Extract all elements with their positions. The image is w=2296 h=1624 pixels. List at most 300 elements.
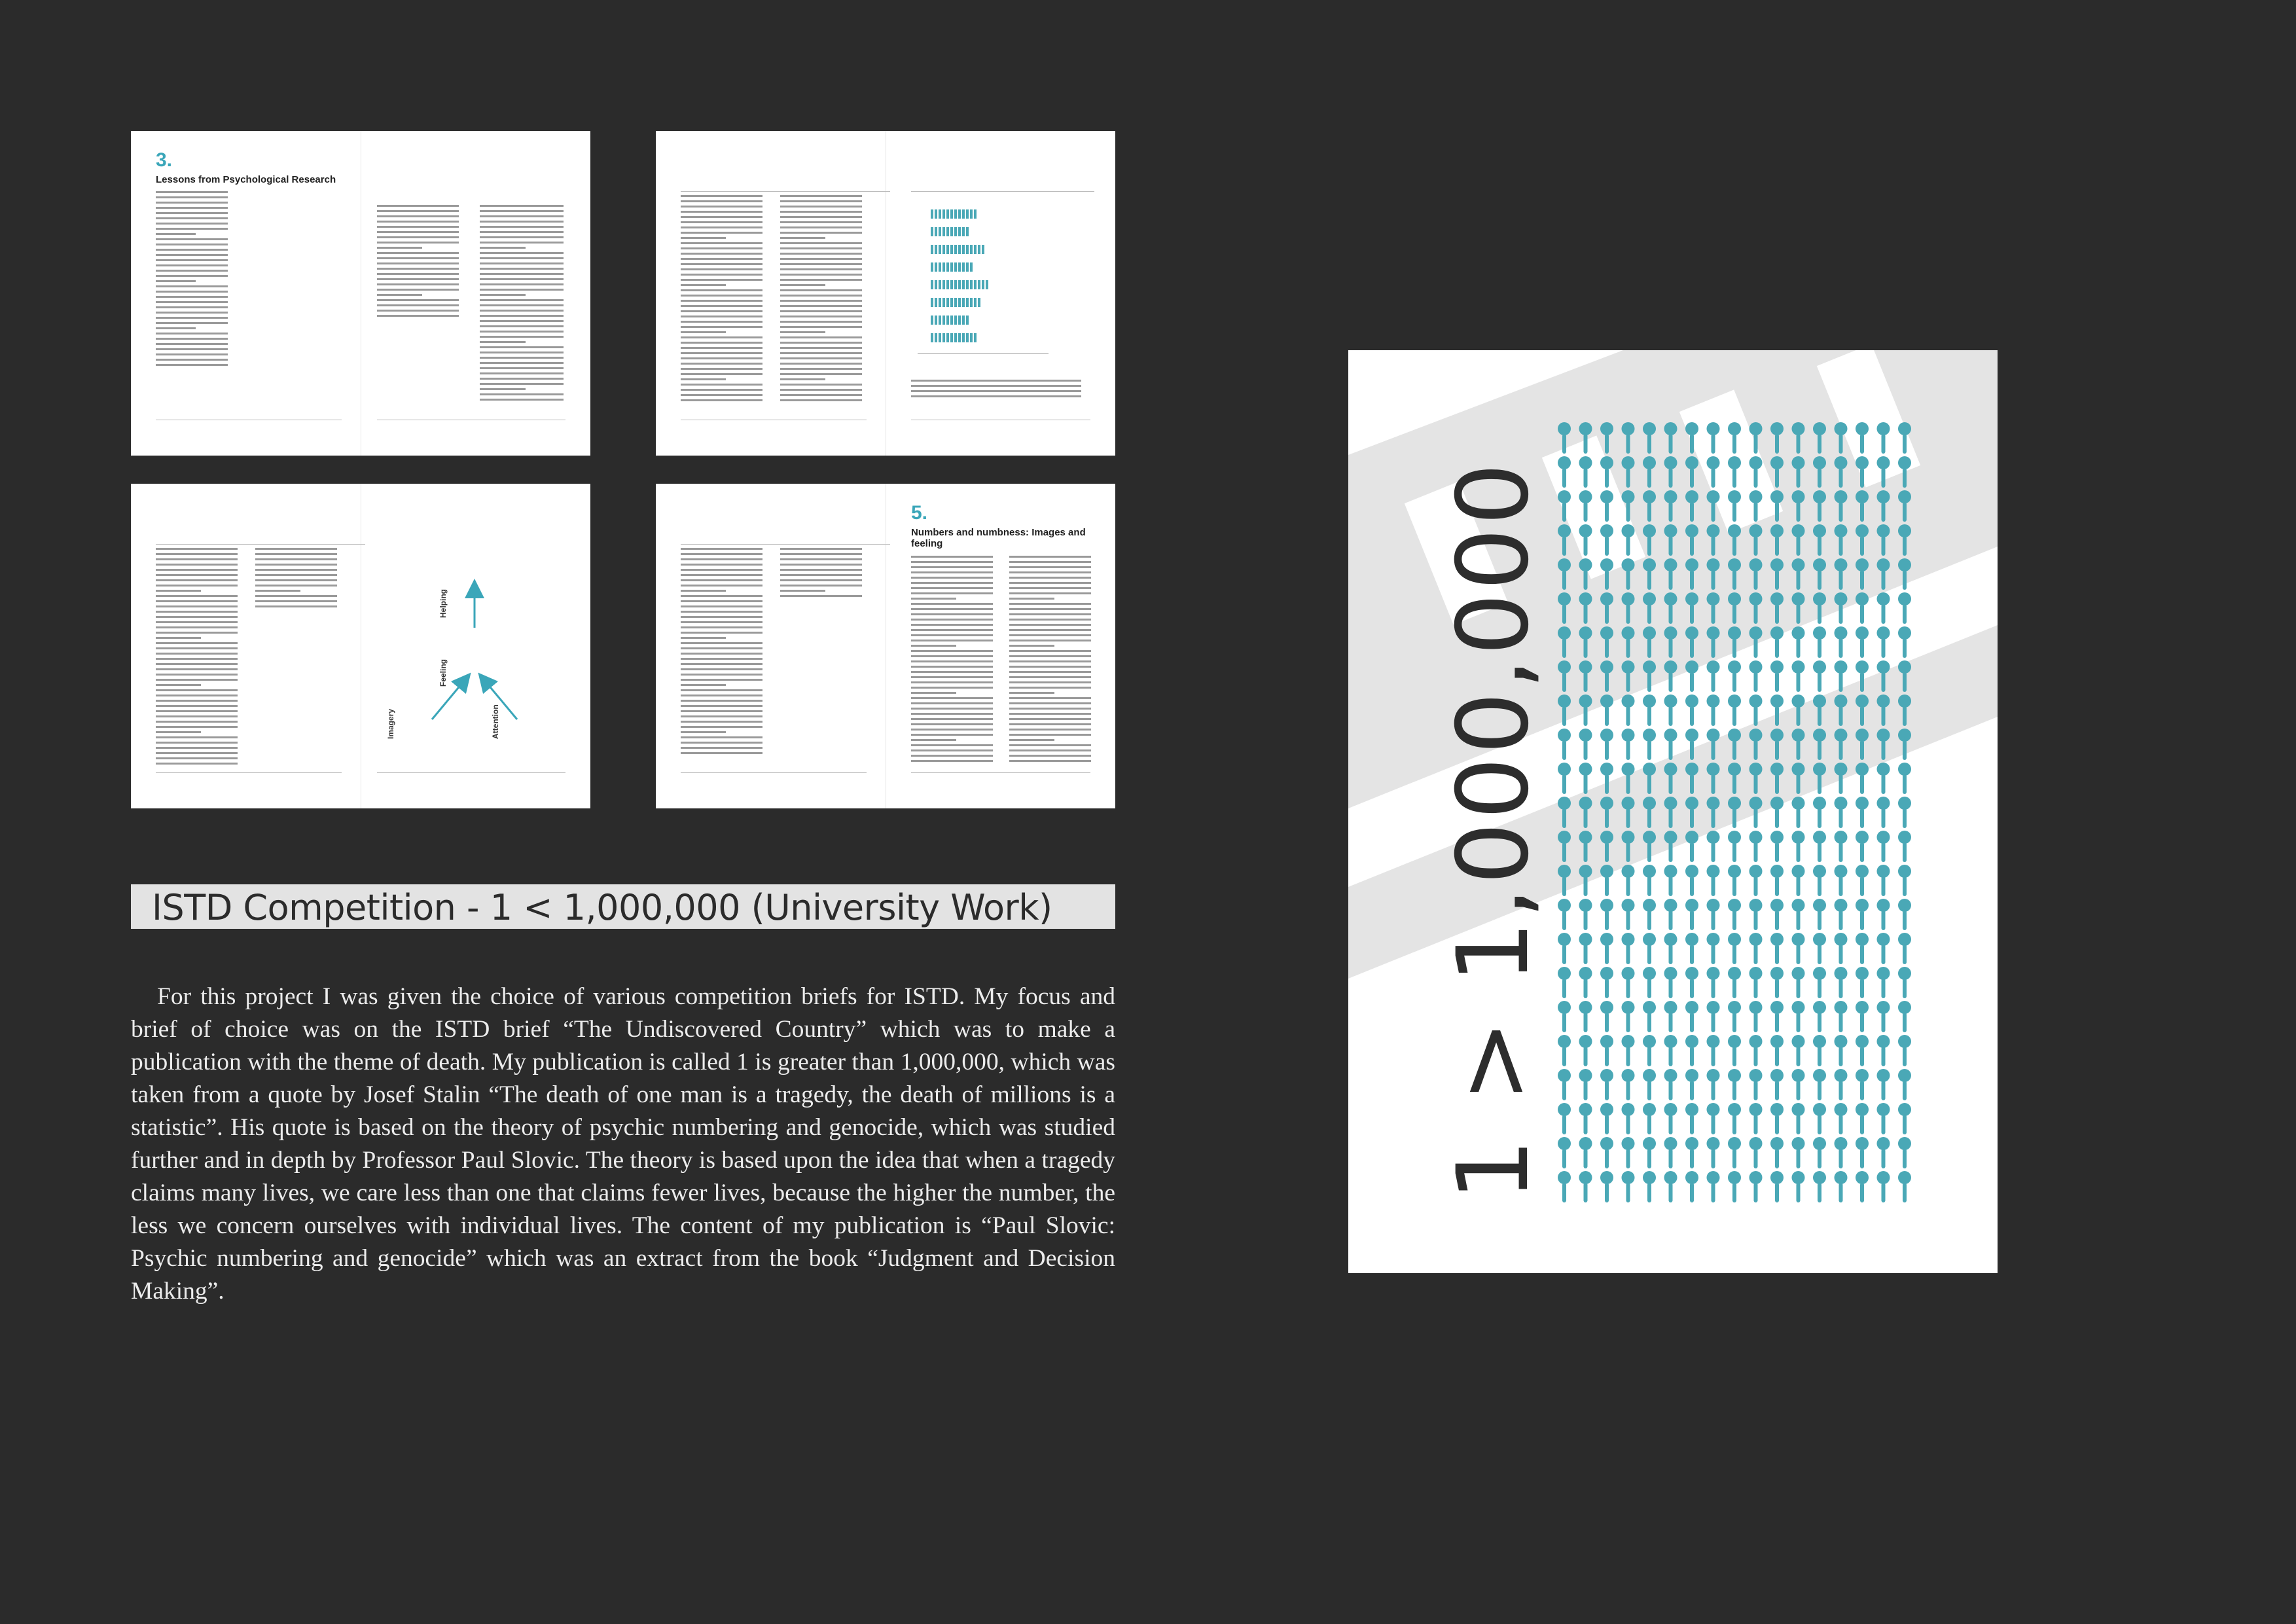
person-icon bbox=[1643, 899, 1656, 930]
text-line bbox=[681, 295, 762, 297]
person-icon bbox=[1622, 660, 1635, 692]
person-icon bbox=[1685, 1171, 1698, 1202]
person-icon bbox=[1792, 933, 1805, 964]
text-line bbox=[480, 221, 564, 223]
person-icon bbox=[1877, 592, 1890, 624]
feeling-diagram bbox=[393, 523, 576, 785]
text-line bbox=[681, 357, 762, 359]
person-icon bbox=[1558, 1001, 1571, 1032]
person-icon bbox=[1728, 1171, 1741, 1202]
text-line bbox=[1009, 708, 1091, 710]
text-line bbox=[681, 263, 762, 265]
text-line bbox=[780, 590, 825, 592]
person-icon bbox=[1856, 1001, 1869, 1032]
mini-person bbox=[939, 245, 941, 254]
mini-person bbox=[970, 262, 973, 272]
text-line bbox=[681, 548, 762, 550]
text-line bbox=[780, 378, 825, 380]
text-line bbox=[377, 231, 459, 233]
person-icon bbox=[1792, 558, 1805, 590]
person-icon bbox=[1728, 695, 1741, 726]
mini-person bbox=[942, 209, 945, 219]
text-line bbox=[911, 592, 993, 594]
text-line bbox=[156, 595, 238, 597]
mini-person bbox=[931, 227, 933, 236]
mini-person bbox=[942, 333, 945, 342]
text-line bbox=[681, 721, 762, 723]
arrow-attention bbox=[484, 680, 517, 719]
person-icon bbox=[1835, 660, 1848, 692]
person-icon bbox=[1813, 490, 1826, 522]
mini-person bbox=[935, 209, 937, 219]
person-icon bbox=[1707, 831, 1720, 862]
person-icon bbox=[1579, 763, 1592, 794]
text-line bbox=[1009, 592, 1091, 594]
person-icon bbox=[1664, 1171, 1677, 1202]
text-line bbox=[681, 336, 762, 338]
person-icon bbox=[1770, 899, 1784, 930]
text-line bbox=[681, 642, 762, 644]
person-icon bbox=[1898, 1137, 1911, 1168]
person-icon bbox=[1813, 626, 1826, 658]
text-line bbox=[1009, 734, 1091, 736]
person-icon bbox=[1643, 1069, 1656, 1100]
person-icon bbox=[1558, 1069, 1571, 1100]
text-line bbox=[156, 632, 238, 634]
person-icon bbox=[1835, 490, 1848, 522]
person-icon bbox=[1558, 1035, 1571, 1066]
mini-person bbox=[974, 209, 977, 219]
text-line bbox=[681, 232, 762, 234]
person-icon bbox=[1792, 729, 1805, 760]
text-column bbox=[480, 205, 564, 404]
text-line bbox=[156, 228, 228, 230]
text-line bbox=[780, 384, 862, 386]
text-line bbox=[911, 571, 993, 573]
person-icon bbox=[1558, 524, 1571, 556]
text-line bbox=[911, 613, 993, 615]
person-icon bbox=[1600, 899, 1613, 930]
person-icon bbox=[1622, 933, 1635, 964]
person-icon bbox=[1792, 1137, 1805, 1168]
person-icon bbox=[1728, 933, 1741, 964]
mini-person bbox=[978, 298, 980, 307]
text-line bbox=[681, 211, 762, 213]
person-icon bbox=[1770, 729, 1784, 760]
text-line bbox=[911, 634, 993, 636]
person-icon bbox=[1685, 797, 1698, 828]
text-line bbox=[681, 242, 762, 244]
person-icon bbox=[1792, 524, 1805, 556]
mini-person bbox=[931, 209, 933, 219]
text-line bbox=[156, 585, 238, 586]
person-icon bbox=[1685, 456, 1698, 488]
text-line bbox=[156, 275, 228, 277]
text-line bbox=[156, 301, 228, 303]
person-icon bbox=[1643, 456, 1656, 488]
text-line bbox=[480, 383, 564, 385]
text-line bbox=[911, 708, 993, 710]
mini-person bbox=[966, 262, 969, 272]
text-column bbox=[156, 548, 238, 768]
person-icon bbox=[1856, 729, 1869, 760]
person-icon bbox=[1664, 729, 1677, 760]
text-line bbox=[911, 608, 993, 610]
person-icon bbox=[1707, 592, 1720, 624]
person-icon bbox=[1813, 865, 1826, 896]
text-line bbox=[156, 705, 238, 707]
person-icon bbox=[1770, 933, 1784, 964]
text-line bbox=[156, 721, 238, 723]
text-line bbox=[911, 739, 956, 741]
person-icon bbox=[1749, 660, 1763, 692]
person-icon bbox=[1813, 524, 1826, 556]
person-icon bbox=[1600, 797, 1613, 828]
text-line bbox=[1009, 671, 1091, 673]
text-line bbox=[681, 200, 762, 202]
text-column bbox=[911, 556, 993, 765]
person-icon bbox=[1877, 1137, 1890, 1168]
text-line bbox=[681, 674, 762, 676]
person-icon bbox=[1877, 1035, 1890, 1066]
person-icon bbox=[1579, 967, 1592, 998]
person-icon bbox=[1770, 967, 1784, 998]
text-line bbox=[156, 558, 238, 560]
text-line bbox=[1009, 702, 1091, 704]
mini-person bbox=[966, 245, 969, 254]
text-line bbox=[156, 343, 228, 345]
person-icon bbox=[1792, 899, 1805, 930]
mini-person bbox=[982, 280, 984, 289]
person-icon bbox=[1813, 695, 1826, 726]
text-line bbox=[780, 342, 862, 344]
text-line bbox=[681, 569, 762, 571]
text-line bbox=[480, 325, 564, 327]
person-icon bbox=[1877, 933, 1890, 964]
mini-bar-chart bbox=[918, 203, 1075, 360]
text-line bbox=[1009, 729, 1091, 731]
person-icon bbox=[1792, 1103, 1805, 1134]
mini-person bbox=[954, 227, 957, 236]
text-column bbox=[1009, 556, 1091, 765]
person-icon bbox=[1600, 763, 1613, 794]
person-icon bbox=[1877, 729, 1890, 760]
text-line bbox=[156, 353, 228, 355]
person-icon bbox=[1600, 592, 1613, 624]
mini-person bbox=[978, 245, 980, 254]
person-icon bbox=[1813, 592, 1826, 624]
text-line bbox=[681, 632, 762, 634]
mini-person bbox=[950, 316, 953, 325]
text-line bbox=[377, 252, 459, 254]
text-line bbox=[156, 757, 238, 759]
person-icon bbox=[1664, 1137, 1677, 1168]
text-line bbox=[377, 273, 459, 275]
text-line bbox=[780, 226, 862, 228]
person-icon bbox=[1579, 1035, 1592, 1066]
text-line bbox=[156, 191, 228, 193]
text-line bbox=[681, 316, 762, 317]
person-icon bbox=[1728, 626, 1741, 658]
person-icon bbox=[1664, 626, 1677, 658]
footer-rule bbox=[156, 772, 342, 773]
text-line bbox=[480, 278, 564, 280]
text-line bbox=[480, 388, 526, 390]
text-line bbox=[156, 264, 228, 266]
text-line bbox=[480, 231, 564, 233]
text-line bbox=[681, 253, 762, 255]
person-icon bbox=[1835, 626, 1848, 658]
text-line bbox=[1009, 687, 1091, 689]
text-line bbox=[780, 200, 862, 202]
text-line bbox=[681, 579, 762, 581]
person-icon bbox=[1558, 558, 1571, 590]
person-icon bbox=[1770, 660, 1784, 692]
project-title-bar bbox=[131, 884, 1115, 929]
mini-person bbox=[946, 262, 949, 272]
person-icon bbox=[1792, 626, 1805, 658]
person-icon bbox=[1770, 1103, 1784, 1134]
person-icon bbox=[1792, 763, 1805, 794]
text-line bbox=[911, 390, 1081, 392]
text-line bbox=[911, 687, 993, 689]
text-line bbox=[780, 316, 862, 317]
chapter-number: 3. bbox=[156, 149, 173, 171]
person-icon bbox=[1749, 763, 1763, 794]
text-line bbox=[681, 558, 762, 560]
mini-person bbox=[935, 227, 937, 236]
person-icon bbox=[1728, 797, 1741, 828]
mini-person bbox=[958, 245, 961, 254]
text-line bbox=[480, 257, 564, 259]
mini-person bbox=[962, 245, 965, 254]
text-line bbox=[780, 195, 862, 197]
person-icon bbox=[1664, 865, 1677, 896]
text-line bbox=[156, 312, 228, 314]
text-line bbox=[377, 304, 459, 306]
text-line bbox=[911, 577, 993, 579]
person-icon bbox=[1898, 1069, 1911, 1100]
person-icon bbox=[1835, 524, 1848, 556]
person-icon bbox=[1813, 1035, 1826, 1066]
text-line bbox=[780, 310, 862, 312]
person-icon bbox=[1643, 626, 1656, 658]
text-line bbox=[1009, 556, 1091, 558]
text-line bbox=[681, 206, 762, 208]
mini-person bbox=[974, 245, 977, 254]
mini-person bbox=[931, 298, 933, 307]
person-icon bbox=[1643, 763, 1656, 794]
text-line bbox=[156, 348, 228, 350]
spread-numbers-numbness bbox=[656, 484, 1115, 808]
person-icon bbox=[1770, 1035, 1784, 1066]
text-line bbox=[377, 278, 459, 280]
person-icon bbox=[1685, 695, 1698, 726]
text-line bbox=[156, 668, 238, 670]
person-icon bbox=[1813, 1171, 1826, 1202]
text-line bbox=[156, 674, 238, 676]
mini-person bbox=[935, 333, 937, 342]
text-line bbox=[911, 697, 993, 699]
person-icon bbox=[1835, 797, 1848, 828]
text-line bbox=[156, 254, 228, 256]
person-icon bbox=[1877, 899, 1890, 930]
person-icon bbox=[1877, 422, 1890, 454]
person-icon bbox=[1856, 592, 1869, 624]
mini-person bbox=[966, 209, 969, 219]
text-line bbox=[377, 262, 459, 264]
person-icon bbox=[1664, 456, 1677, 488]
person-icon bbox=[1877, 763, 1890, 794]
text-line bbox=[911, 603, 993, 605]
person-icon bbox=[1685, 660, 1698, 692]
text-line bbox=[377, 257, 459, 259]
text-line bbox=[156, 616, 238, 618]
person-icon bbox=[1770, 1171, 1784, 1202]
person-icon bbox=[1728, 1069, 1741, 1100]
text-line bbox=[911, 624, 993, 626]
person-icon bbox=[1643, 831, 1656, 862]
person-icon bbox=[1728, 763, 1741, 794]
text-line bbox=[681, 585, 762, 586]
text-line bbox=[156, 689, 238, 691]
mini-person bbox=[962, 280, 965, 289]
text-line bbox=[156, 296, 228, 298]
person-icon bbox=[1643, 524, 1656, 556]
footer-rule bbox=[681, 772, 867, 773]
mini-person bbox=[939, 262, 941, 272]
person-icon bbox=[1579, 1001, 1592, 1032]
text-line bbox=[1009, 739, 1054, 741]
text-line bbox=[255, 558, 337, 560]
mini-person bbox=[939, 280, 941, 289]
text-line bbox=[156, 752, 238, 754]
text-line bbox=[681, 564, 762, 566]
mini-person bbox=[958, 227, 961, 236]
person-icon bbox=[1856, 763, 1869, 794]
text-line bbox=[156, 579, 238, 581]
person-icon bbox=[1770, 763, 1784, 794]
text-line bbox=[681, 216, 762, 218]
person-icon bbox=[1622, 524, 1635, 556]
text-line bbox=[911, 713, 993, 715]
person-icon bbox=[1664, 490, 1677, 522]
text-line bbox=[156, 710, 238, 712]
text-line bbox=[911, 718, 993, 720]
text-line bbox=[156, 726, 238, 728]
person-icon bbox=[1728, 592, 1741, 624]
person-icon bbox=[1707, 626, 1720, 658]
text-line bbox=[911, 660, 993, 662]
text-line bbox=[156, 600, 238, 602]
mini-person bbox=[962, 209, 965, 219]
text-line bbox=[1009, 608, 1091, 610]
text-line bbox=[780, 336, 862, 338]
footer-rule bbox=[377, 772, 565, 773]
person-icon bbox=[1707, 933, 1720, 964]
text-line bbox=[780, 394, 862, 396]
person-icon bbox=[1856, 1103, 1869, 1134]
text-line bbox=[156, 553, 238, 555]
person-icon bbox=[1792, 797, 1805, 828]
person-icon bbox=[1749, 422, 1763, 454]
person-icon bbox=[1770, 695, 1784, 726]
text-line bbox=[681, 731, 726, 733]
person-icon bbox=[1600, 933, 1613, 964]
text-line bbox=[681, 221, 762, 223]
mini-person bbox=[939, 209, 941, 219]
person-icon bbox=[1835, 592, 1848, 624]
person-icon bbox=[1600, 1035, 1613, 1066]
person-icon bbox=[1898, 422, 1911, 454]
text-line bbox=[780, 331, 825, 333]
text-line bbox=[1009, 571, 1091, 573]
text-line bbox=[480, 367, 564, 369]
text-line bbox=[480, 372, 564, 374]
person-icon bbox=[1835, 1069, 1848, 1100]
header-rule bbox=[681, 191, 890, 192]
person-icon bbox=[1770, 797, 1784, 828]
text-line bbox=[377, 315, 459, 317]
mini-person bbox=[974, 280, 977, 289]
person-icon bbox=[1558, 763, 1571, 794]
text-line bbox=[780, 558, 862, 560]
person-icon bbox=[1835, 1171, 1848, 1202]
text-line bbox=[156, 663, 238, 665]
person-icon bbox=[1877, 524, 1890, 556]
person-icon bbox=[1792, 1035, 1805, 1066]
person-icon bbox=[1813, 763, 1826, 794]
text-line bbox=[780, 368, 862, 370]
mini-person bbox=[931, 245, 933, 254]
text-line bbox=[480, 299, 564, 301]
person-icon bbox=[1835, 763, 1848, 794]
mini-person bbox=[966, 316, 969, 325]
person-icon bbox=[1898, 933, 1911, 964]
person-icon bbox=[1643, 695, 1656, 726]
person-icon bbox=[1856, 490, 1869, 522]
person-icon bbox=[1600, 1069, 1613, 1100]
text-line bbox=[156, 747, 238, 749]
text-line bbox=[156, 626, 238, 628]
person-icon bbox=[1749, 1137, 1763, 1168]
person-icon bbox=[1622, 797, 1635, 828]
mini-person bbox=[942, 280, 945, 289]
person-icon bbox=[1600, 1137, 1613, 1168]
text-line bbox=[681, 752, 762, 754]
person-icon bbox=[1579, 456, 1592, 488]
text-line bbox=[1009, 624, 1091, 626]
mini-person bbox=[966, 227, 969, 236]
person-icon bbox=[1664, 933, 1677, 964]
text-line bbox=[255, 553, 337, 555]
text-line bbox=[681, 247, 762, 249]
person-icon bbox=[1792, 1069, 1805, 1100]
mini-person bbox=[939, 316, 941, 325]
text-line bbox=[911, 655, 993, 657]
person-icon bbox=[1898, 524, 1911, 556]
text-line bbox=[156, 202, 228, 204]
person-icon bbox=[1643, 729, 1656, 760]
person-icon bbox=[1813, 1001, 1826, 1032]
mini-person bbox=[950, 280, 953, 289]
person-icon bbox=[1664, 660, 1677, 692]
text-line bbox=[1009, 650, 1091, 652]
text-line bbox=[681, 679, 762, 681]
person-icon bbox=[1622, 967, 1635, 998]
text-line bbox=[681, 237, 726, 239]
text-line bbox=[156, 270, 228, 272]
